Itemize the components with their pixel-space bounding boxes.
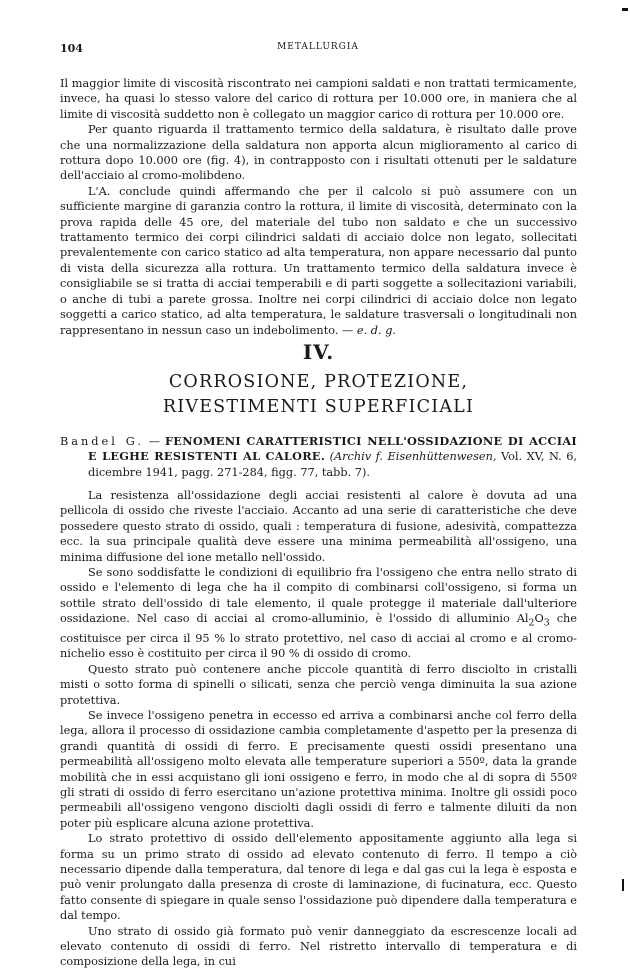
section-title	[60, 370, 577, 420]
paragraph	[60, 184, 577, 338]
paragraph: Lo strato protettivo di ossido dell'elemento appositamente aggiunto alla lega si forma su un primo strato di ossido ad elevato contenuto di ferro. Il tempo a ciò necessario dipende dalla temperatura, dal tenore di lega e dal gas cui la lega è esposta e può venir prolungato dalla presenza di croste di laminazione, di fucinatura, ecc. Questo fatto consente di spiegare in quale senso l'ossidazione può dipendere dalla temperatura e dal tempo.	[60, 832, 577, 923]
running-title: METALLURGIA	[277, 42, 359, 52]
paragraph: Uno strato di ossido già formato può venir danneggiato da escrescenze locali ad elevato contenuto di ossidi di ferro. Nel ristretto intervallo di temperatura e di composizione della lega, in cui	[60, 924, 577, 969]
section-title-line: RIVESTIMENTI SUPERFICIALI	[162, 397, 475, 417]
subscript: 2	[528, 617, 535, 629]
section-title-line: CORROSIONE, PROTEZIONE,	[168, 372, 469, 392]
intro-text	[60, 76, 577, 338]
reference-title: FENOMENI CARATTERISTICI NELL'OSSIDAZIONE DI ACCIAI E LEGHE RESISTENTI AL CALORE.	[88, 434, 577, 464]
paragraph: Se invece l'ossigeno penetra in eccesso ed arriva a combinarsi anche col ferro della lega, allora il processo di ossidazione cambia completamente d'aspetto per la presenza di grandi quantità di ossidi di ferro. E precisamente questi ossidi presentano una permeabilità all'ossigeno molto elevata alle temperature superiori a 550º, data la grande mobilità che in essi acquistano gli ioni ossigeno e ferro, in modo che al di sopra di 550º gli strati di ossido di ferro esercitano un'azione protettiva minima. Inoltre gli ossidi poco permeabili all'ossigeno vengono disciolti dagli ossidi di ferro e talmente diluiti da non poter più esplicare alcuna azione protettiva.	[60, 708, 577, 830]
author-initials: e. d. g.	[356, 323, 397, 337]
bibliographic-reference	[60, 434, 577, 480]
paragraph	[60, 565, 577, 662]
subscript: 3	[543, 617, 550, 629]
scan-edge-mark	[622, 8, 628, 11]
reference-source: (Archiv f. Eisenhüttenwesen,	[329, 450, 497, 464]
reference-entry	[60, 434, 577, 480]
paragraph: Il maggior limite di viscosità riscontrato nei campioni saldati e non trattati termicamente, invece, ha quasi lo stesso valore del carico di rottura per 10.000 ore, in maniera che al limite di viscosità suddetto non è collegato un maggior carico di rottura per 10.000 ore.	[60, 77, 577, 121]
reference-author: Bandel G.	[60, 435, 144, 448]
paragraph: Questo strato può contenere anche piccole quantità di ferro disciolto in cristalli misti o sotto forma di spinelli o silicati, senza che perciò venga diminuita la sua azione protettiva.	[60, 662, 577, 707]
page-number: 104	[60, 42, 83, 55]
paragraph: Per quanto riguarda il trattamento termico della saldatura, è risultato dalle prove che una normalizzazione della saldatura non apporta alcun miglioramento al carico di rottura dopo 10.000 ore (fig. 4), in contrapposto con i risultati ottenuti per le saldature dell'acciaio al cromo-molibdeno.	[60, 123, 577, 183]
paragraph-text: che costituisce per circa il 95 % lo strato protettivo, nel caso di acciai al cromo e al cromo-nichelio esso è costituito per circa il 90 % di ossido di cromo.	[60, 612, 577, 661]
abstract-text	[60, 488, 577, 970]
reference-details: Vol. XV, N. 6, dicembre 1941, pagg. 271-284, figg. 77, tabb. 7).	[88, 450, 578, 479]
paragraph-text: Se sono soddisfatte le condizioni di equilibrio fra l'ossigeno che entra nello strato di ossido e l'elemento di lega che ha il compito di combinarsi coll'ossigeno, si forma un sottile strato dell'ossido di tale elemento, il quale protegge il materiale dall'ulteriore ossidazione. Nel caso di acciai al cromo-alluminio, è l'ossido di alluminio Al	[60, 566, 577, 626]
page-header	[60, 42, 576, 58]
paragraph: La resistenza all'ossidazione degli acciai resistenti al calore è dovuta ad una pellicola di ossido che riveste l'acciaio. Accanto ad una serie di caratteristiche che deve possedere questo strato di ossido, quali : temperatura di fusione, adesività, compattezza ecc. la sua principale qualità deve essere una minima permeabilità all'ossigeno, una minima diffusione del ione metallo nell'ossido.	[60, 489, 577, 564]
scan-edge-mark	[622, 879, 624, 891]
paragraph-text: L'A. conclude quindi affermando che per il calcolo si può assumere con un sufficiente margine di garanzia contro la rottura, il limite di viscosità, determinato con la prova rapida delle 45 ore, del materiale del tubo non saldato e che un successivo trattamento termico dei corpi cilindrici saldati di acciaio dolce non legato, sollecitati prevalentemente con carico statico ad alta temperatura, non appare necessario dal punto di vista della sicurezza alla rottura. Un trattamento termico della saldatura invece è consigliabile se si tratta di acciai temperabili e di parti soggette a sollecitazioni variabili, o anche di tubi a parete grossa. Inoltre nei corpi cilindrici di acciaio dolce non legato soggetti a carico statico, ad alta temperatura, le saldature trasversali o longitudinali non rappresentano in nessun caso un indebolimento. —	[60, 184, 577, 337]
paragraph-text: O	[534, 612, 544, 626]
section-number: IV.	[302, 340, 335, 364]
reference-dash: —	[143, 435, 165, 448]
